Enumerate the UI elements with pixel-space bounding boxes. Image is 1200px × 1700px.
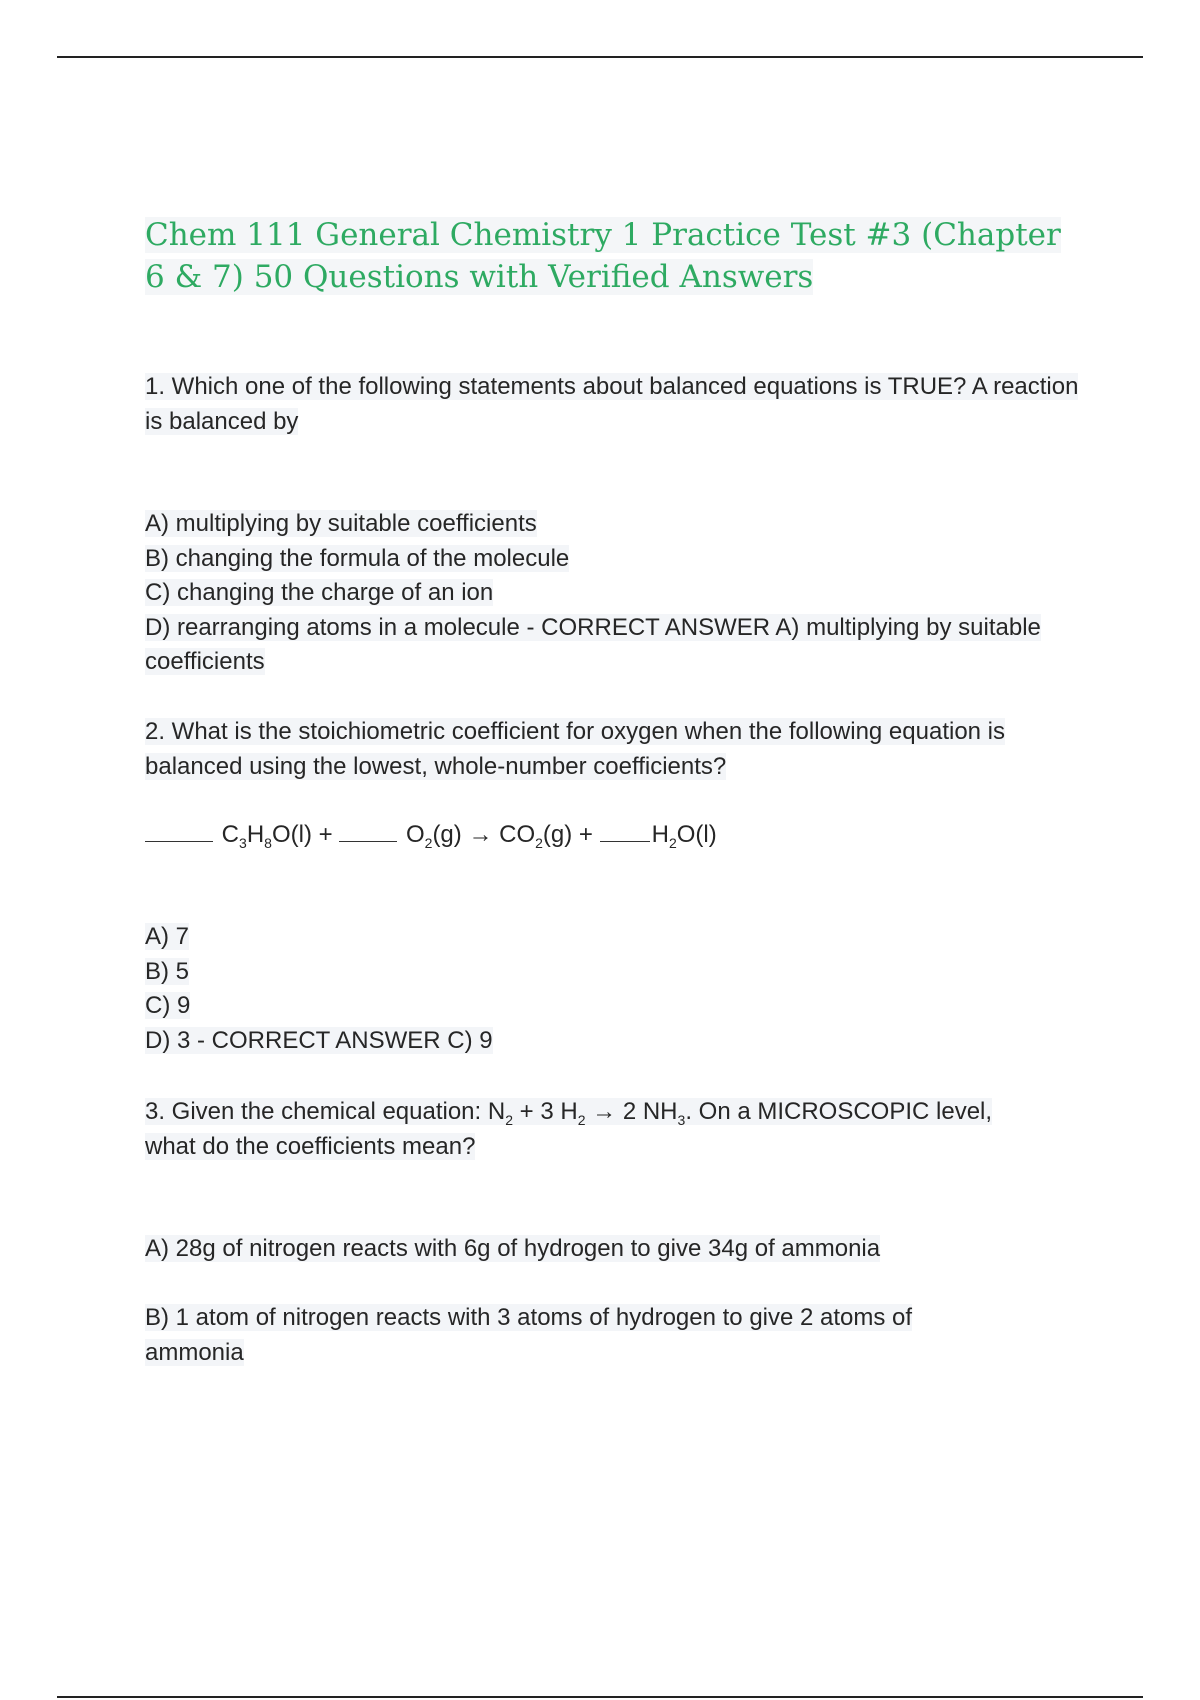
question-3-option-a: A) 28g of nitrogen reacts with 6g of hydrogen to give 34g of ammonia (145, 1235, 881, 1262)
question-3-option-b: B) 1 atom of nitrogen reacts with 3 atoms of hydrogen to give 2 atoms of ammonia (145, 1304, 913, 1366)
question-2-prompt-text: 2. What is the stoichiometric coefficient for oxygen when the following equation is balanced using the lowest, whole-number coefficients? (145, 718, 1006, 780)
question-1-option-c: C) changing the charge of an ion (145, 579, 494, 606)
question-1-options (145, 507, 1085, 680)
question-1-prompt-text: 1. Which one of the following statements about balanced equations is TRUE? A reaction is balanced by (145, 373, 1079, 435)
header-rule (57, 56, 1143, 58)
question-3-prompt-line-2: what do the coefficients mean? (145, 1132, 476, 1160)
question-1-option-d: D) rearranging atoms in a molecule - CORRECT ANSWER A) multiplying by suitable coefficients (145, 613, 1041, 675)
equation-reactant-2: $O_2(g) \to CO_2(g)$ + (405, 821, 593, 851)
question-2-option-c: C) 9 (145, 992, 191, 1019)
document-title (145, 214, 1085, 298)
question-1-option-a: A) multiplying by suitable coefficients (145, 510, 537, 537)
question-2-option-b: B) 5 (145, 957, 190, 985)
question-3-option-a-block (145, 1232, 1085, 1267)
question-2-prompt (145, 715, 1085, 784)
question-2-equation (145, 818, 1085, 853)
document-title-text: Chem 111 General Chemistry 1 Practice Test #3 (Chapter 6 & 7) 50 Questions with Verified Answers (145, 217, 1061, 295)
question-3-option-b-block (145, 1301, 1005, 1370)
question-1-prompt (145, 370, 1085, 439)
equation-blank-2 (339, 819, 397, 842)
equation-reactant-1: $C_3H_8O(l)$ + (221, 821, 333, 851)
question-1-option-b: B) changing the formula of the molecule (145, 544, 570, 572)
equation-blank-1 (145, 819, 213, 842)
question-2-option-d: D) 3 - CORRECT ANSWER C) 9 (145, 1026, 493, 1054)
equation-blank-3 (600, 819, 650, 842)
question-3-prompt (145, 1095, 1085, 1164)
question-3-prompt-line-1: 3. Given the chemical equation: $N_2 + 3$ $H_2 \to 2$ $NH_3$. On a MICROSCOPIC level, (145, 1098, 993, 1128)
footer-rule (57, 1696, 1143, 1698)
question-2-options (145, 920, 1085, 1058)
question-2-option-a: A) 7 (145, 923, 190, 950)
equation-product-2: $H_2O(l)$ (651, 821, 717, 851)
